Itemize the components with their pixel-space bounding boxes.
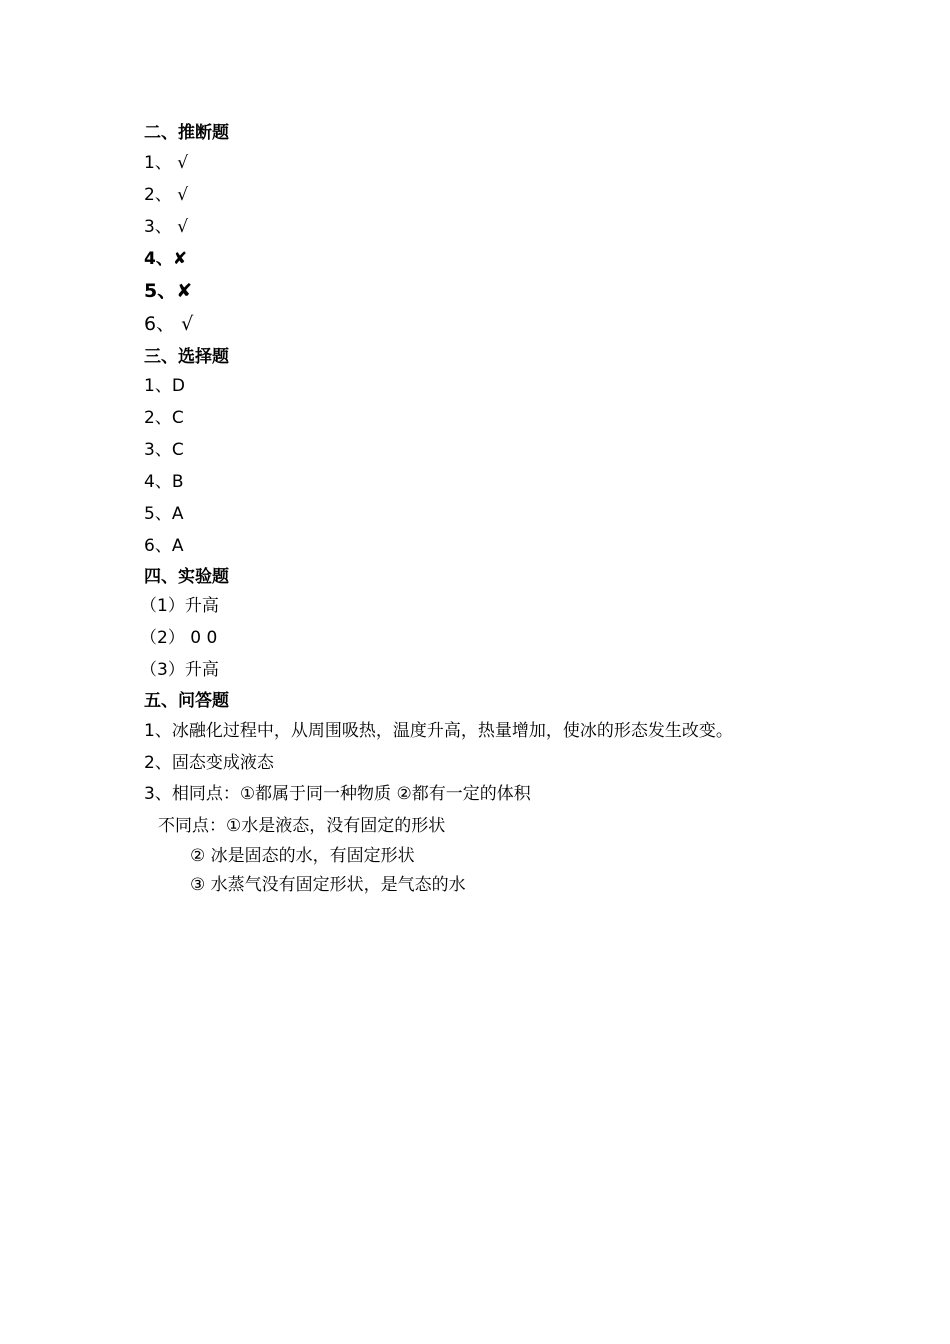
section-3-item-4: 4、B [144, 472, 184, 492]
section-5-difference-title: 不同点：①水是液态，没有固定的形状 [158, 816, 446, 836]
section-5-answer-2: 2、固态变成液态 [144, 753, 274, 773]
section-3-item-2: 2、C [144, 408, 184, 428]
section-2-item-1: 1、 √ [144, 153, 189, 173]
section-5-title: 五、问答题 [144, 691, 229, 711]
section-2-item-6: 6、 √ [144, 313, 194, 335]
section-4-item-3: （3）升高 [140, 660, 219, 680]
section-2-item-5: 5、✘ [144, 280, 193, 302]
section-5-difference-2: ② 冰是固态的水，有固定形状 [190, 846, 415, 866]
section-3-item-5: 5、A [144, 504, 184, 524]
section-4-item-1: （1）升高 [140, 596, 219, 616]
section-5-answer-1: 1、冰融化过程中，从周围吸热，温度升高，热量增加，使冰的形态发生改变。 [144, 721, 733, 741]
section-2-title: 二、推断题 [144, 123, 229, 143]
section-3-title: 三、选择题 [144, 347, 229, 367]
section-2-item-4: 4、✘ [144, 249, 188, 269]
section-5-difference-3: ③ 水蒸气没有固定形状，是气态的水 [190, 875, 466, 895]
section-4-item-2: （2） 0 0 [140, 628, 218, 648]
section-2-item-2: 2、 √ [144, 185, 189, 205]
section-3-item-6: 6、A [144, 536, 184, 556]
section-3-item-3: 3、C [144, 440, 184, 460]
section-4-title: 四、实验题 [144, 567, 229, 587]
section-2-item-3: 3、 √ [144, 217, 189, 237]
section-3-item-1: 1、D [144, 376, 185, 396]
section-5-answer-3: 3、相同点：①都属于同一种物质 ②都有一定的体积 [144, 784, 531, 804]
